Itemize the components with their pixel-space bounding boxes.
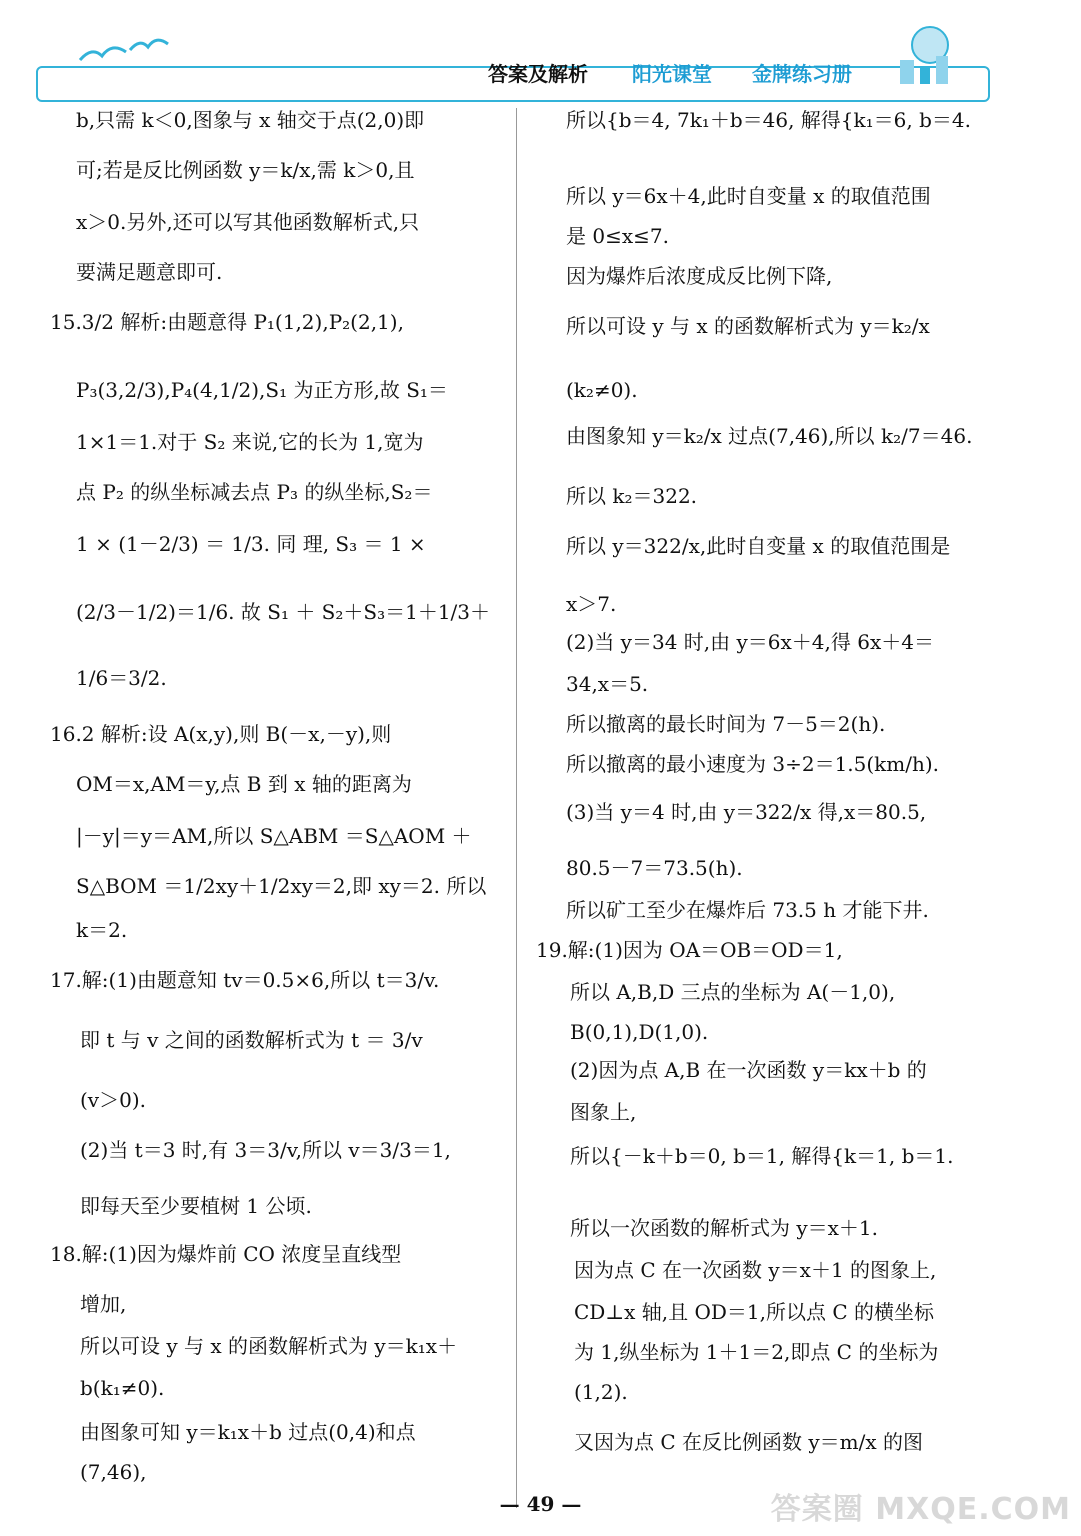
header-title-answers: 答案及解析 [488, 62, 588, 86]
text-line: (2)当 y＝34 时,由 y＝6x＋4,得 6x＋4＝ [566, 630, 934, 654]
text-line: (1,2). [574, 1380, 628, 1404]
text-line: 所以 y＝322/x,此时自变量 x 的取值范围是 [566, 534, 951, 558]
text-line: 可;若是反比例函数 y＝k/x,需 k＞0,且 [76, 158, 415, 182]
text-line: 由图象知 y＝k₂/x 过点(7,46),所以 k₂/7＝46. [566, 424, 973, 448]
text-line: OM＝x,AM＝y,点 B 到 x 轴的距离为 [76, 772, 412, 796]
text-line: 是 0≤x≤7. [566, 224, 669, 248]
text-line: k＝2. [76, 918, 128, 942]
text-line: 因为点 C 在一次函数 y＝x＋1 的图象上, [574, 1258, 937, 1282]
text-line: 1/6＝3/2. [76, 666, 167, 690]
text-line: 所以 y＝6x＋4,此时自变量 x 的取值范围 [566, 184, 931, 208]
text-line: b,只需 k＜0,图象与 x 轴交于点(2,0)即 [76, 108, 425, 132]
text-line: (v＞0). [80, 1088, 146, 1112]
text-line: |－y|＝y＝AM,所以 S△ABM ＝S△AOM ＋ [76, 824, 472, 848]
text-line: 18.解:(1)因为爆炸前 CO 浓度呈直线型 [50, 1242, 402, 1266]
text-line: 因为爆炸后浓度成反比例下降, [566, 264, 833, 288]
text-line: 由图象可知 y＝k₁x＋b 过点(0,4)和点 [80, 1420, 416, 1444]
text-line: 80.5－7＝73.5(h). [566, 856, 743, 880]
text-line: (7,46), [80, 1460, 147, 1484]
text-line: b(k₁≠0). [80, 1376, 165, 1400]
text-line: 所以 k₂＝322. [566, 484, 698, 508]
text-line: 34,x＝5. [566, 672, 649, 696]
text-line: (k₂≠0). [566, 378, 638, 402]
watermark: 答案圈 MXQE.COM [770, 1492, 1071, 1527]
text-line: 所以矿工至少在爆炸后 73.5 h 才能下井. [566, 898, 929, 922]
header-title-book: 金牌练习册 [752, 62, 852, 86]
text-line: 1×1＝1.对于 S₂ 来说,它的长为 1,宽为 [76, 430, 424, 454]
text-line: S△BOM ＝1/2xy＋1/2xy＝2,即 xy＝2. 所以 [76, 874, 487, 898]
text-line: 所以{b＝4, 7k₁＋b＝46, 解得{k₁＝6, b＝4. [566, 108, 971, 132]
text-line: 1 × (1－2/3) ＝ 1/3. 同 理, S₃ ＝ 1 × [76, 532, 426, 556]
page-number: — 49 — [499, 1492, 582, 1516]
text-line: 又因为点 C 在反比例函数 y＝m/x 的图 [574, 1430, 924, 1454]
text-line: 增加, [80, 1292, 127, 1316]
text-line: 所以撤离的最小速度为 3÷2＝1.5(km/h). [566, 752, 940, 776]
text-line: (2/3－1/2)＝1/6. 故 S₁ ＋ S₂＋S₃＝1＋1/3＋ [76, 600, 491, 624]
text-line: 要满足题意即可. [76, 260, 223, 284]
text-line: 即 t 与 v 之间的函数解析式为 t ＝ 3/v [80, 1028, 423, 1052]
text-line: 17.解:(1)由题意知 tv＝0.5×6,所以 t＝3/v. [50, 968, 440, 992]
text-line: 所以可设 y 与 x 的函数解析式为 y＝k₁x＋ [80, 1334, 458, 1358]
text-line: B(0,1),D(1,0). [570, 1020, 709, 1044]
text-line: 15.3/2 解析:由题意得 P₁(1,2),P₂(2,1), [50, 310, 404, 334]
text-line: (2)因为点 A,B 在一次函数 y＝kx＋b 的 [570, 1058, 927, 1082]
text-line: 为 1,纵坐标为 1＋1＝2,即点 C 的坐标为 [574, 1340, 939, 1364]
text-line: 所以撤离的最长时间为 7－5＝2(h). [566, 712, 886, 736]
text-line: 所以{－k＋b＝0, b＝1, 解得{k＝1, b＝1. [570, 1144, 954, 1168]
text-line: CD⊥x 轴,且 OD＝1,所以点 C 的横坐标 [574, 1300, 935, 1324]
text-line: 16.2 解析:设 A(x,y),则 B(－x,－y),则 [50, 722, 392, 746]
text-line: 图象上, [570, 1100, 637, 1124]
text-line: x＞0.另外,还可以写其他函数解析式,只 [76, 210, 420, 234]
text-line: 点 P₂ 的纵坐标减去点 P₃ 的纵坐标,S₂＝ [76, 480, 433, 504]
text-line: 所以可设 y 与 x 的函数解析式为 y＝k₂/x [566, 314, 930, 338]
column-divider [516, 108, 517, 1508]
text-line: (2)当 t＝3 时,有 3＝3/v,所以 v＝3/3＝1, [80, 1138, 451, 1162]
text-line: 所以 A,B,D 三点的坐标为 A(－1,0), [570, 980, 896, 1004]
text-line: 19.解:(1)因为 OA＝OB＝OD＝1, [536, 938, 843, 962]
header-title-series: 阳光课堂 [632, 62, 712, 86]
page-header [0, 0, 1081, 110]
text-line: (3)当 y＝4 时,由 y＝322/x 得,x＝80.5, [566, 800, 927, 824]
text-line: x＞7. [566, 592, 617, 616]
text-line: 所以一次函数的解析式为 y＝x＋1. [570, 1216, 879, 1240]
decoration-icon [880, 20, 960, 90]
text-line: P₃(3,2/3),P₄(4,1/2),S₁ 为正方形,故 S₁＝ [76, 378, 448, 402]
text-line: 即每天至少要植树 1 公顷. [80, 1194, 312, 1218]
